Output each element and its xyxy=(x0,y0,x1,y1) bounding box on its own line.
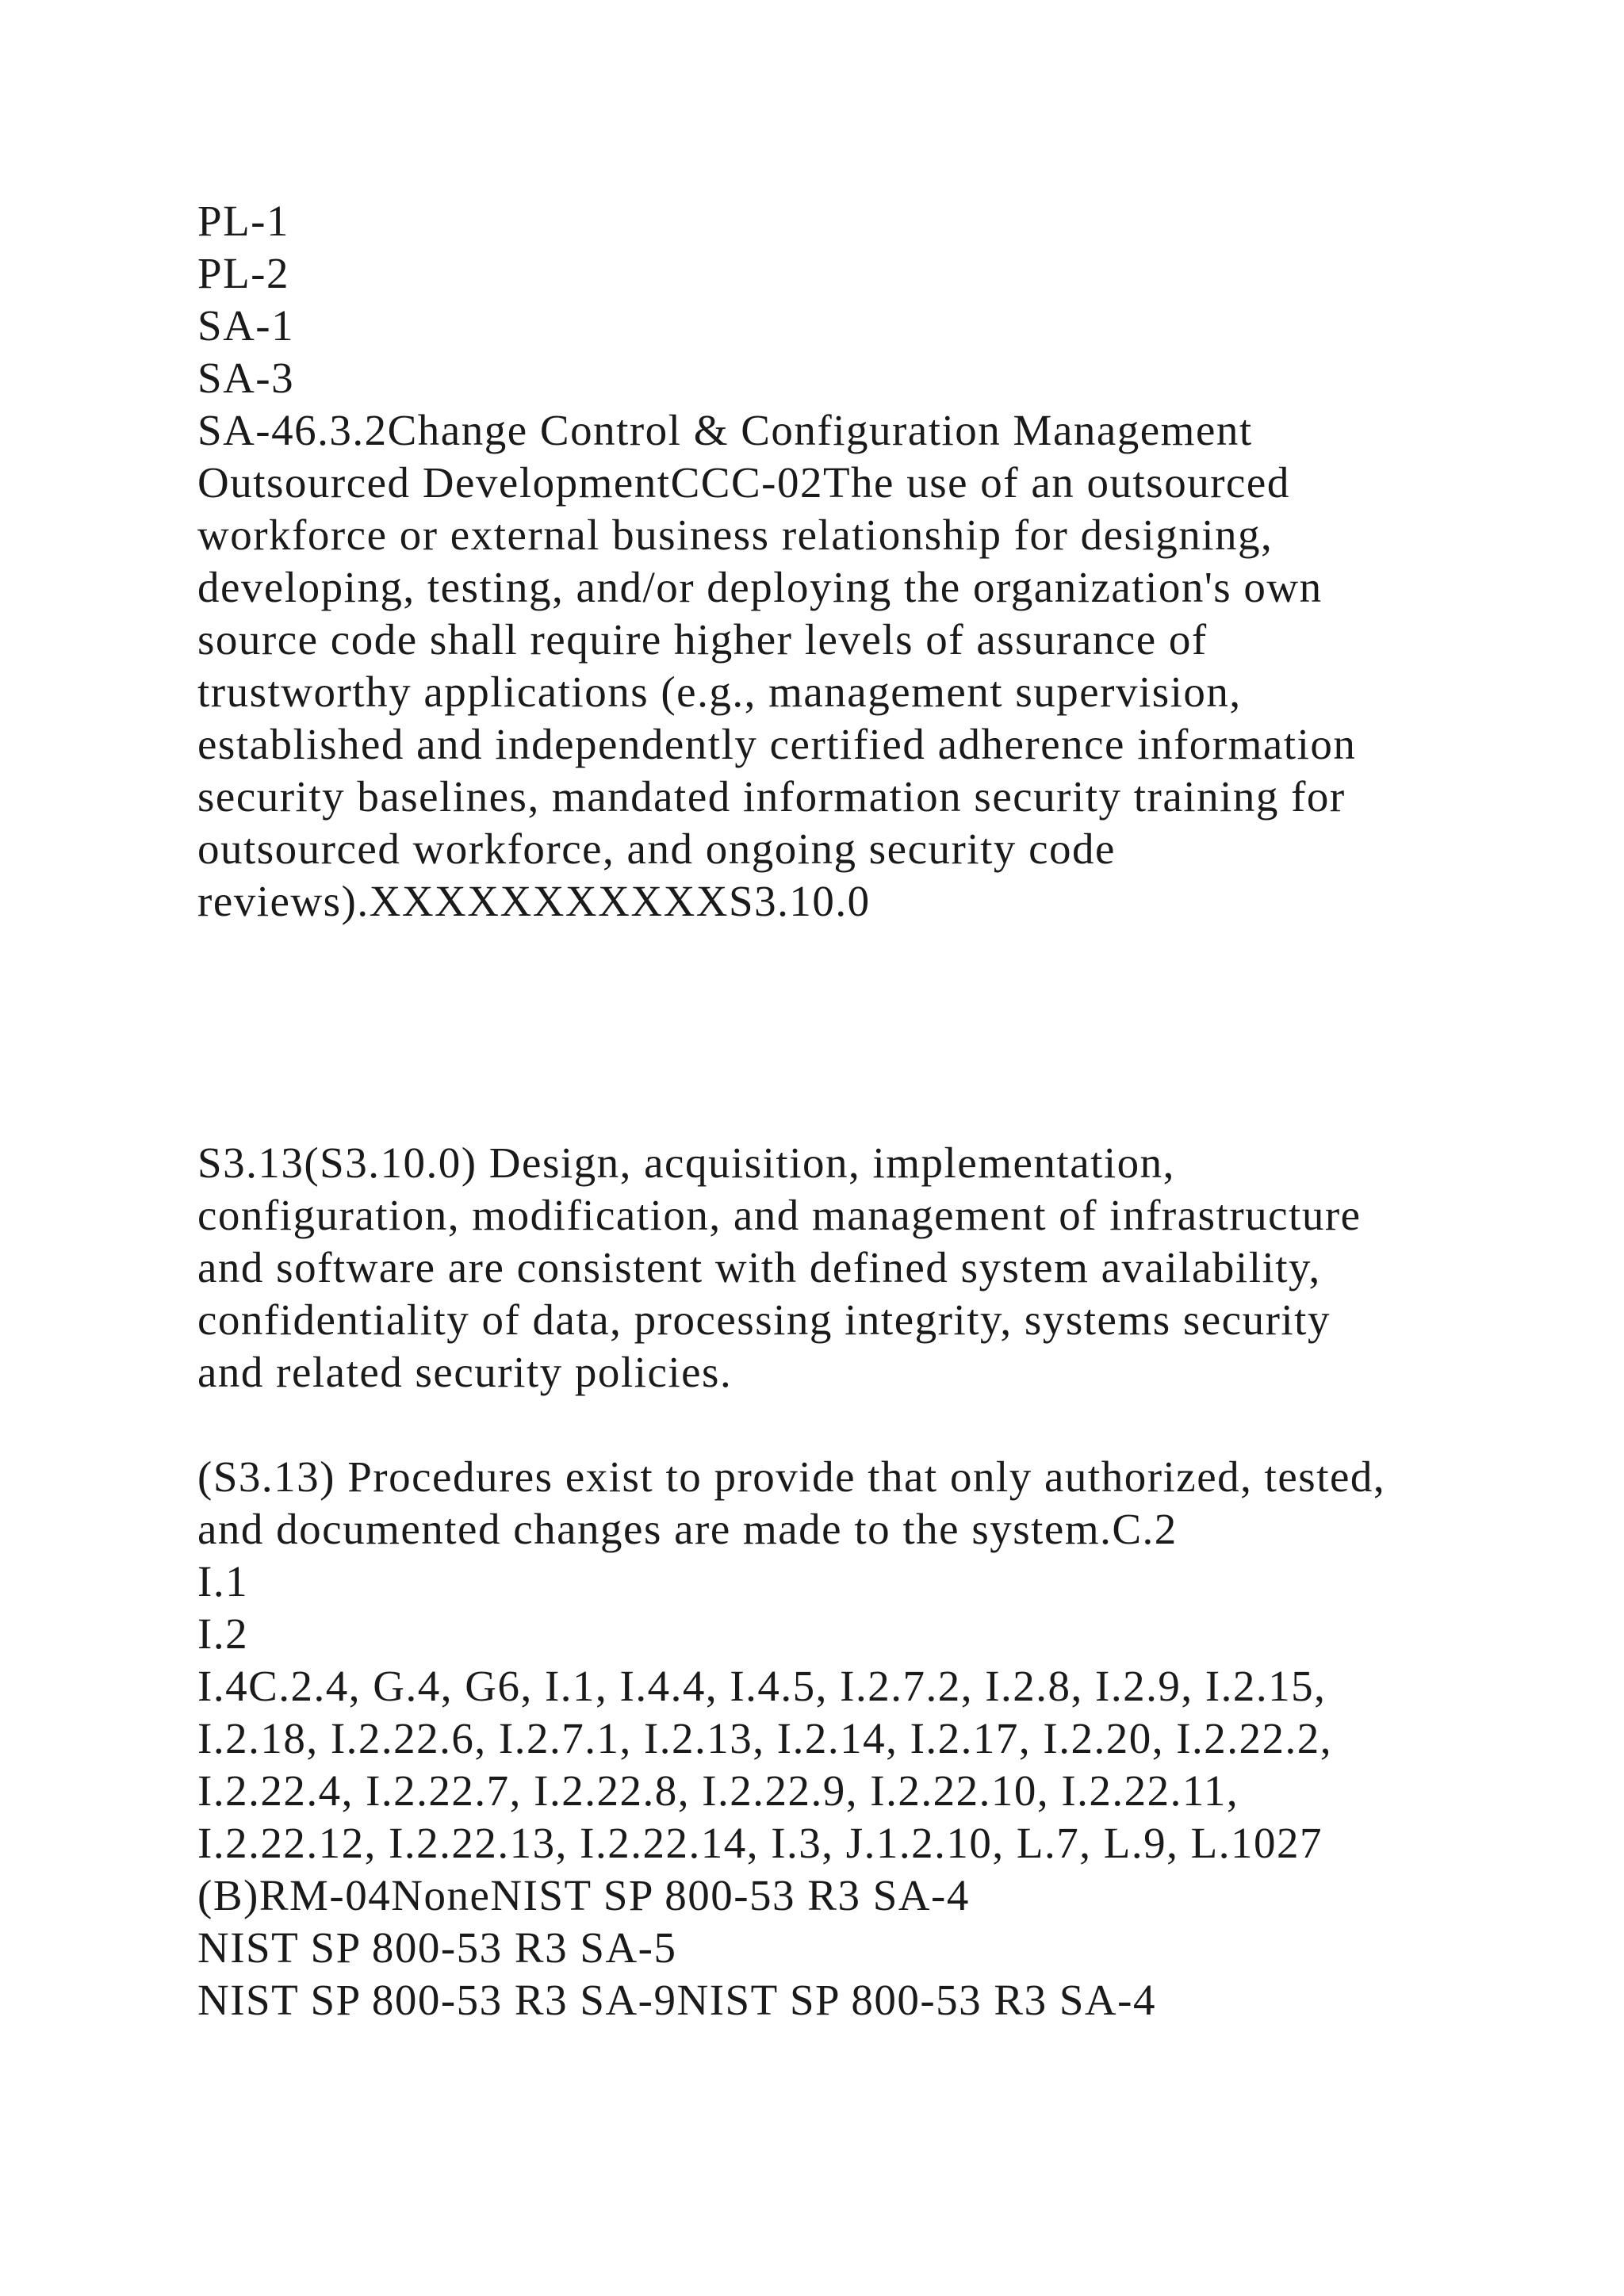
text-line: I.1 xyxy=(197,1557,249,1605)
text-line: I.4C.2.4, G.4, G6, I.1, I.4.4, I.4.5, I.2.7.2, I.2.8, I.2.9, I.2.15, xyxy=(197,1662,1327,1710)
text-line: Outsourced DevelopmentCCC-02The use of an outsourced xyxy=(197,458,1290,507)
text-line: SA-1 xyxy=(197,301,295,350)
paragraph-spacer xyxy=(197,928,1434,1137)
text-line: PL-2 xyxy=(197,249,289,297)
paragraph-spacer xyxy=(197,1399,1434,1451)
text-line: (S3.13) Procedures exist to provide that only authorized, tested, xyxy=(197,1452,1386,1501)
text-line: outsourced workforce, and ongoing security code xyxy=(197,825,1116,873)
text-line: SA-46.3.2Change Control & Configuration Management xyxy=(197,406,1253,454)
text-block-3 xyxy=(197,1451,1434,2026)
text-line: NIST SP 800-53 R3 SA-9NIST SP 800-53 R3 SA-4 xyxy=(197,1976,1156,2024)
text-line: security baselines, mandated information security training for xyxy=(197,772,1346,821)
text-line: established and independently certified adherence information xyxy=(197,720,1357,768)
text-line: I.2.18, I.2.22.6, I.2.7.1, I.2.13, I.2.14, I.2.17, I.2.20, I.2.22.2, xyxy=(197,1714,1333,1762)
text-line: source code shall require higher levels of assurance of xyxy=(197,615,1208,664)
text-line: confidentiality of data, processing integrity, systems security xyxy=(197,1295,1331,1344)
text-line: developing, testing, and/or deploying the organization's own xyxy=(197,563,1323,611)
text-line: SA-3 xyxy=(197,354,295,402)
text-line: I.2.22.12, I.2.22.13, I.2.22.14, I.3, J.1.2.10, L.7, L.9, L.1027 xyxy=(197,1819,1323,1867)
text-line: and documented changes are made to the system.C.2 xyxy=(197,1505,1178,1553)
text-block-1 xyxy=(197,195,1434,928)
document-body xyxy=(197,195,1434,2026)
text-line: (B)RM-04NoneNIST SP 800-53 R3 SA-4 xyxy=(197,1871,970,1919)
text-line: configuration, modification, and management of infrastructure xyxy=(197,1191,1362,1239)
text-line: reviews).XXXXXXXXXXXS3.10.0 xyxy=(197,877,871,925)
text-line: NIST SP 800-53 R3 SA-5 xyxy=(197,1923,677,1972)
text-line: trustworthy applications (e.g., management supervision, xyxy=(197,668,1242,716)
text-block-2 xyxy=(197,1137,1434,1399)
text-line: and related security policies. xyxy=(197,1348,733,1396)
text-line: S3.13(S3.10.0) Design, acquisition, implementation, xyxy=(197,1138,1175,1187)
text-line: workforce or external business relationship for designing, xyxy=(197,511,1274,559)
text-line: I.2 xyxy=(197,1609,249,1658)
text-line: PL-1 xyxy=(197,197,289,245)
text-line: I.2.22.4, I.2.22.7, I.2.22.8, I.2.22.9, I.2.22.10, I.2.22.11, xyxy=(197,1766,1239,1815)
text-line: and software are consistent with defined system availability, xyxy=(197,1243,1321,1292)
